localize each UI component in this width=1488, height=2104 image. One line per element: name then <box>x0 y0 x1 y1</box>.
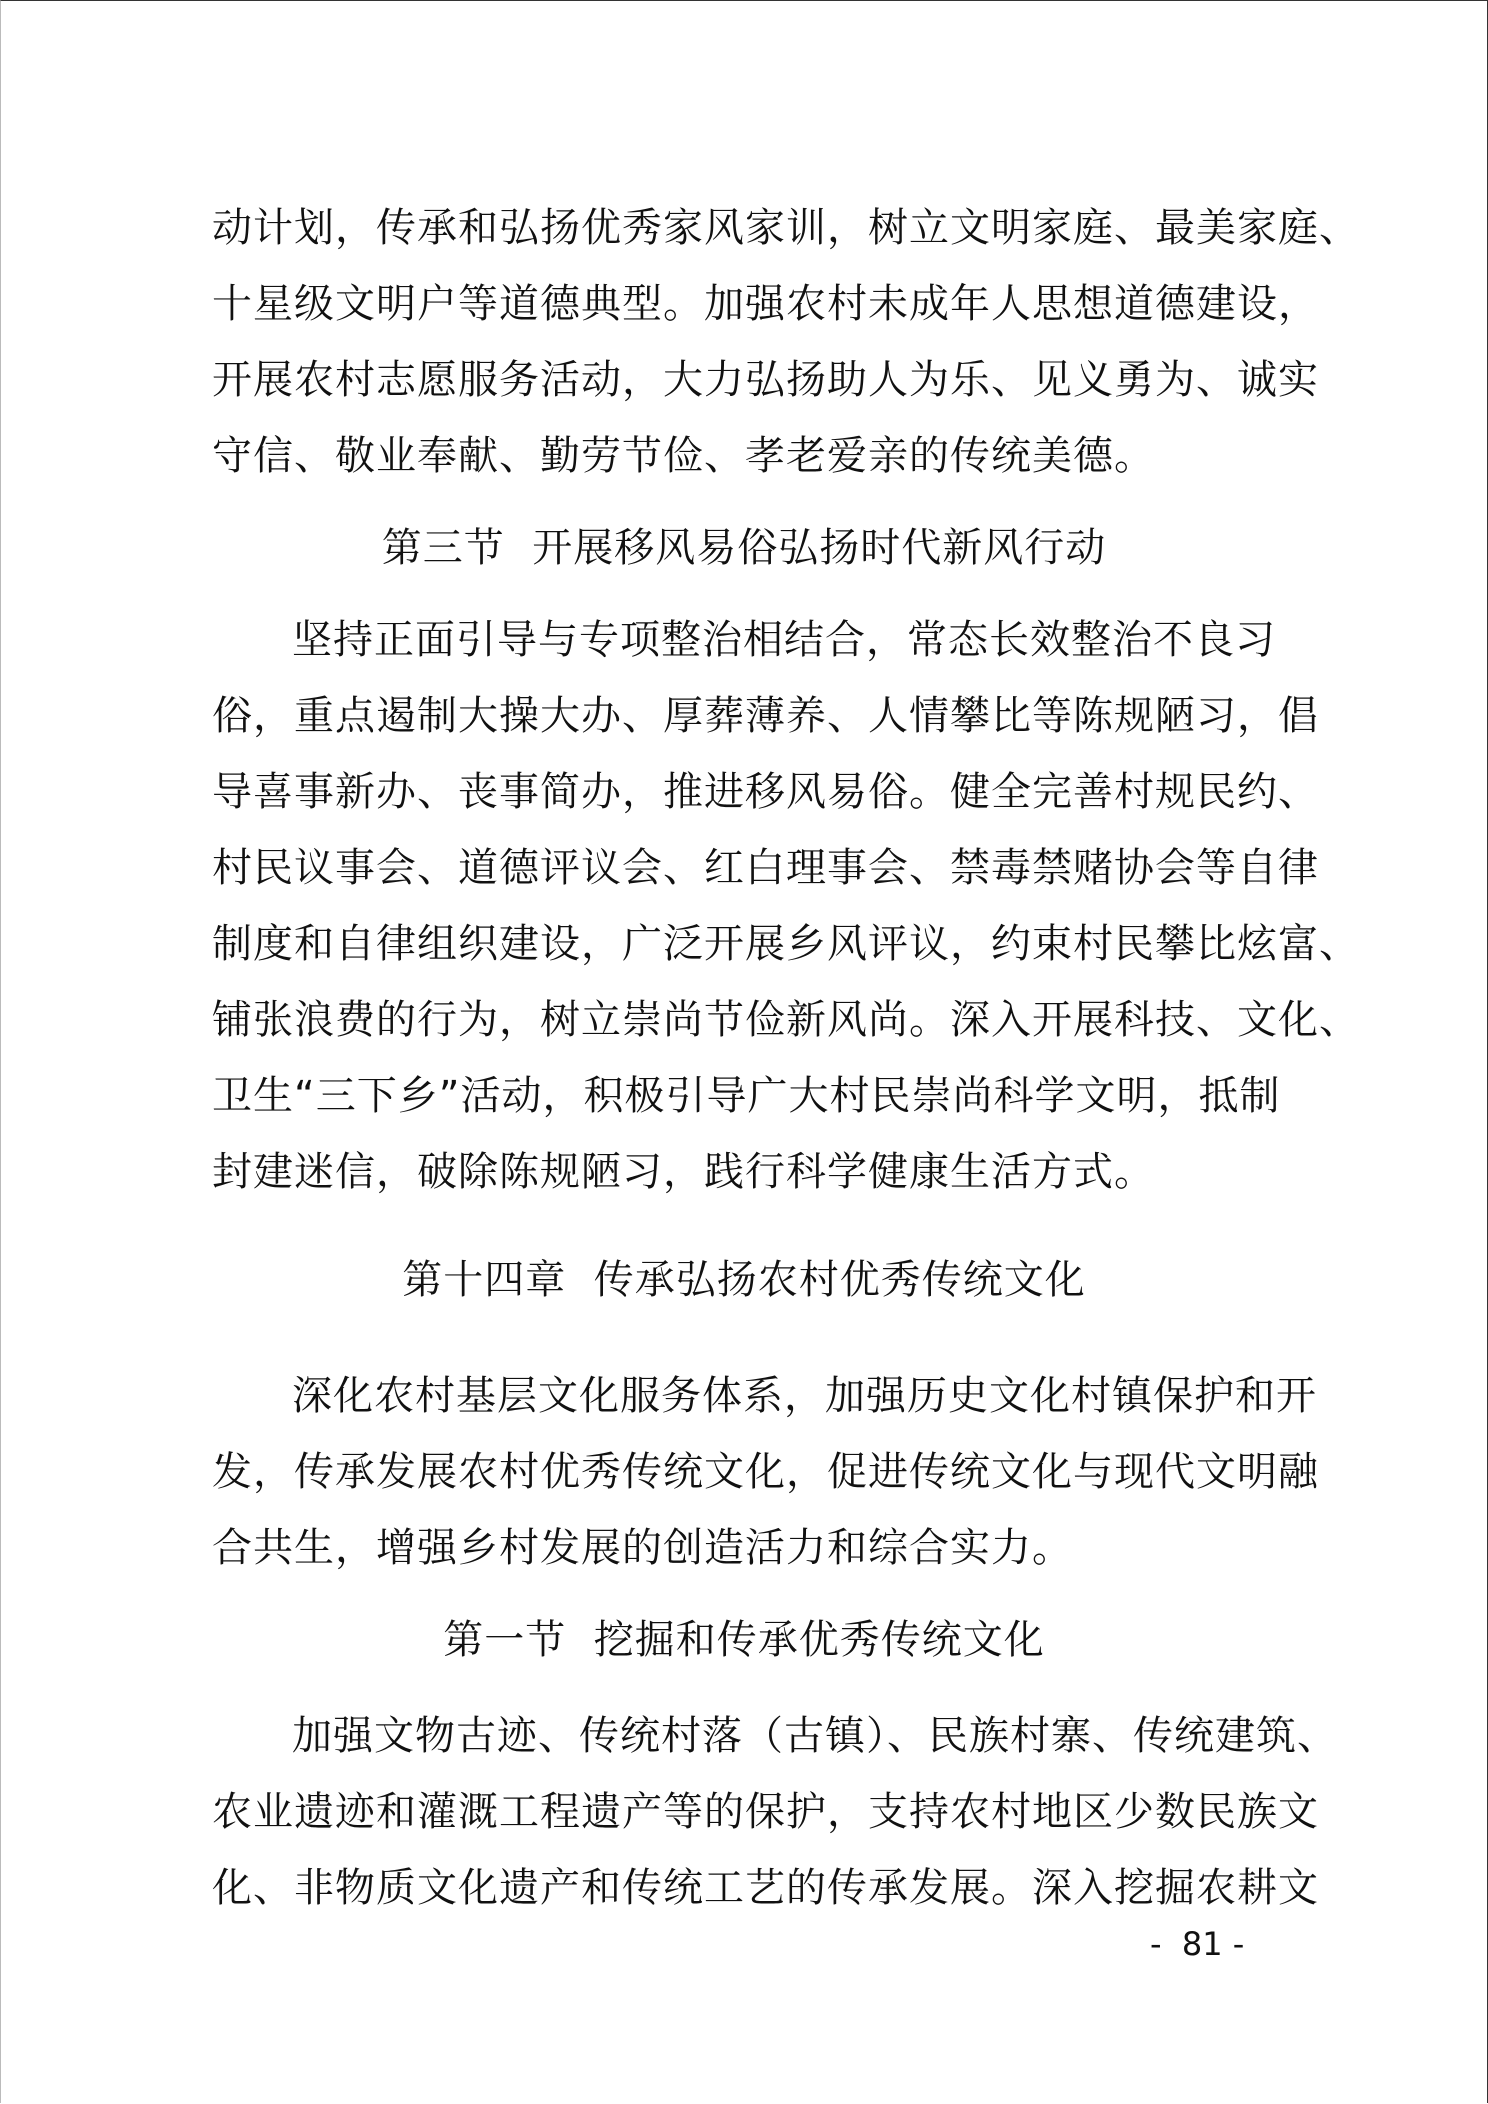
body-text-line: 坚持正面引导与专项整治相结合，常态长效整治不良习 <box>292 617 1276 663</box>
body-text-line: 铺张浪费的行为，树立崇尚节俭新风尚。深入开展科技、文化、 <box>212 997 1360 1043</box>
body-text-line: 动计划，传承和弘扬优秀家风家训，树立文明家庭、最美家庭、 <box>212 205 1360 251</box>
body-text-line: 守信、敬业奉献、勤劳节俭、孝老爱亲的传统美德。 <box>212 433 1155 479</box>
body-text-line: 十星级文明户等道德典型。加强农村未成年人思想道德建设， <box>212 281 1319 327</box>
body-text-line: 制度和自律组织建设，广泛开展乡风评议，约束村民攀比炫富、 <box>212 921 1360 967</box>
body-text-line: 导喜事新办、丧事简办，推进移风易俗。健全完善村规民约、 <box>212 769 1319 815</box>
chapter-heading: 第十四章 传承弘扬农村优秀传统文化 <box>402 1257 1086 1303</box>
body-text-line: 化、非物质文化遗产和传统工艺的传承发展。深入挖掘农耕文 <box>212 1865 1319 1911</box>
body-text-line: 合共生，增强乡村发展的创造活力和综合实力。 <box>212 1525 1073 1571</box>
body-text-line: 开展农村志愿服务活动，大力弘扬助人为乐、见义勇为、诚实 <box>212 357 1319 403</box>
body-text-line: 卫生“三下乡”活动，积极引导广大村民崇尚科学文明，抵制 <box>212 1073 1281 1119</box>
body-text-line: 农业遗迹和灌溉工程遗产等的保护，支持农村地区少数民族文 <box>212 1789 1319 1835</box>
section-heading: 第三节 开展移风易俗弘扬时代新风行动 <box>381 525 1107 571</box>
body-text-line: 加强文物古迹、传统村落（古镇）、民族村寨、传统建筑、 <box>292 1713 1338 1759</box>
body-text-line: 封建迷信，破除陈规陋习，践行科学健康生活方式。 <box>212 1149 1155 1195</box>
body-text-line: 深化农村基层文化服务体系，加强历史文化村镇保护和开 <box>292 1373 1317 1419</box>
page-number: - 81 - <box>1150 1925 1245 1963</box>
body-text-line: 发，传承发展农村优秀传统文化，促进传统文化与现代文明融 <box>212 1449 1319 1495</box>
body-text-line: 俗，重点遏制大操大办、厚葬薄养、人情攀比等陈规陋习，倡 <box>212 693 1319 739</box>
section-heading: 第一节 挖掘和传承优秀传统文化 <box>443 1617 1045 1663</box>
body-text-line: 村民议事会、道德评议会、红白理事会、禁毒禁赌协会等自律 <box>212 845 1319 891</box>
